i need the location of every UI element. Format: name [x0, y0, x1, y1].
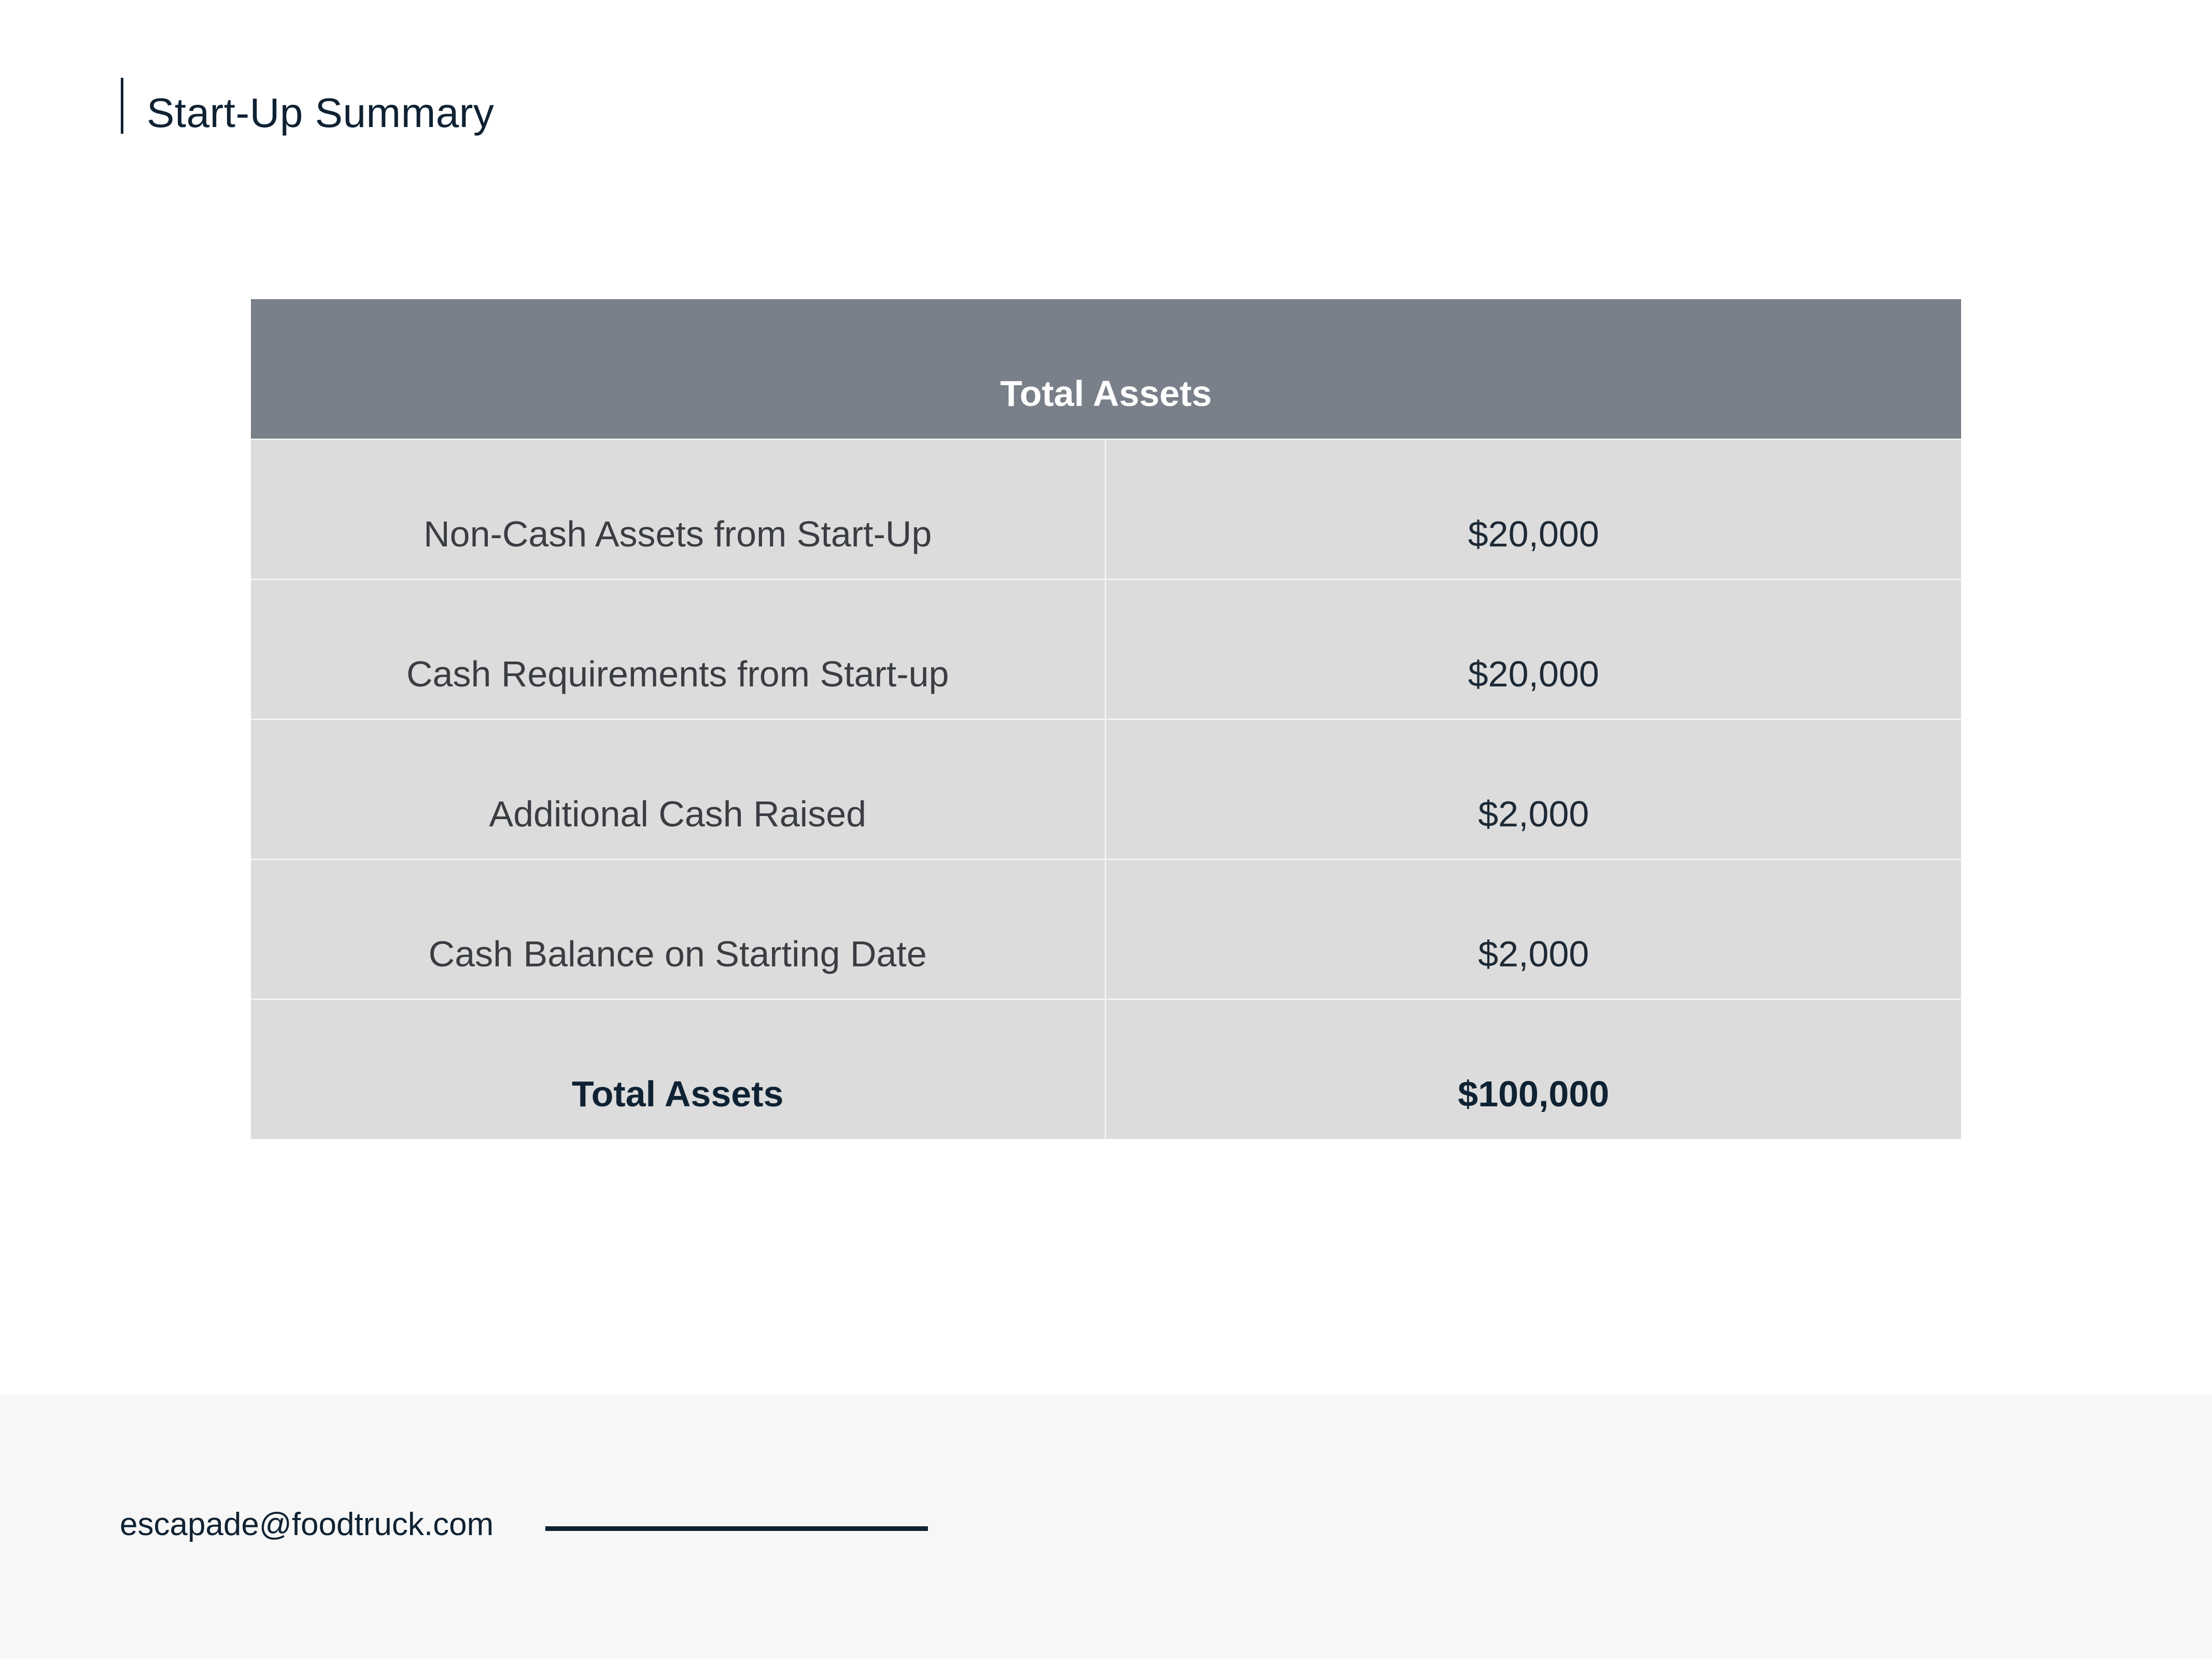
row-value: $20,000: [1105, 439, 1961, 579]
table-row: [251, 439, 1961, 579]
table-row: [251, 719, 1961, 859]
table-row: [251, 859, 1961, 999]
row-value: $2,000: [1105, 859, 1961, 999]
footer-divider-line: [545, 1526, 928, 1531]
row-value: $2,000: [1105, 719, 1961, 859]
total-value: $100,000: [1105, 999, 1961, 1139]
total-label: Total Assets: [251, 999, 1105, 1139]
table-header-row: [251, 299, 1961, 439]
table-header: Total Assets: [251, 299, 1961, 439]
row-label: Cash Balance on Starting Date: [251, 859, 1105, 999]
row-label: Additional Cash Raised: [251, 719, 1105, 859]
total-row: [251, 999, 1961, 1139]
footer: [0, 1395, 2212, 1659]
row-label: Cash Requirements from Start-up: [251, 579, 1105, 719]
row-value: $20,000: [1105, 579, 1961, 719]
table-row: [251, 579, 1961, 719]
page-title: Start-Up Summary: [147, 90, 495, 136]
footer-email: escapade@foodtruck.com: [120, 1507, 494, 1542]
title-accent-bar: [121, 78, 123, 134]
row-label: Non-Cash Assets from Start-Up: [251, 439, 1105, 579]
total-assets-table: [251, 299, 1961, 1139]
